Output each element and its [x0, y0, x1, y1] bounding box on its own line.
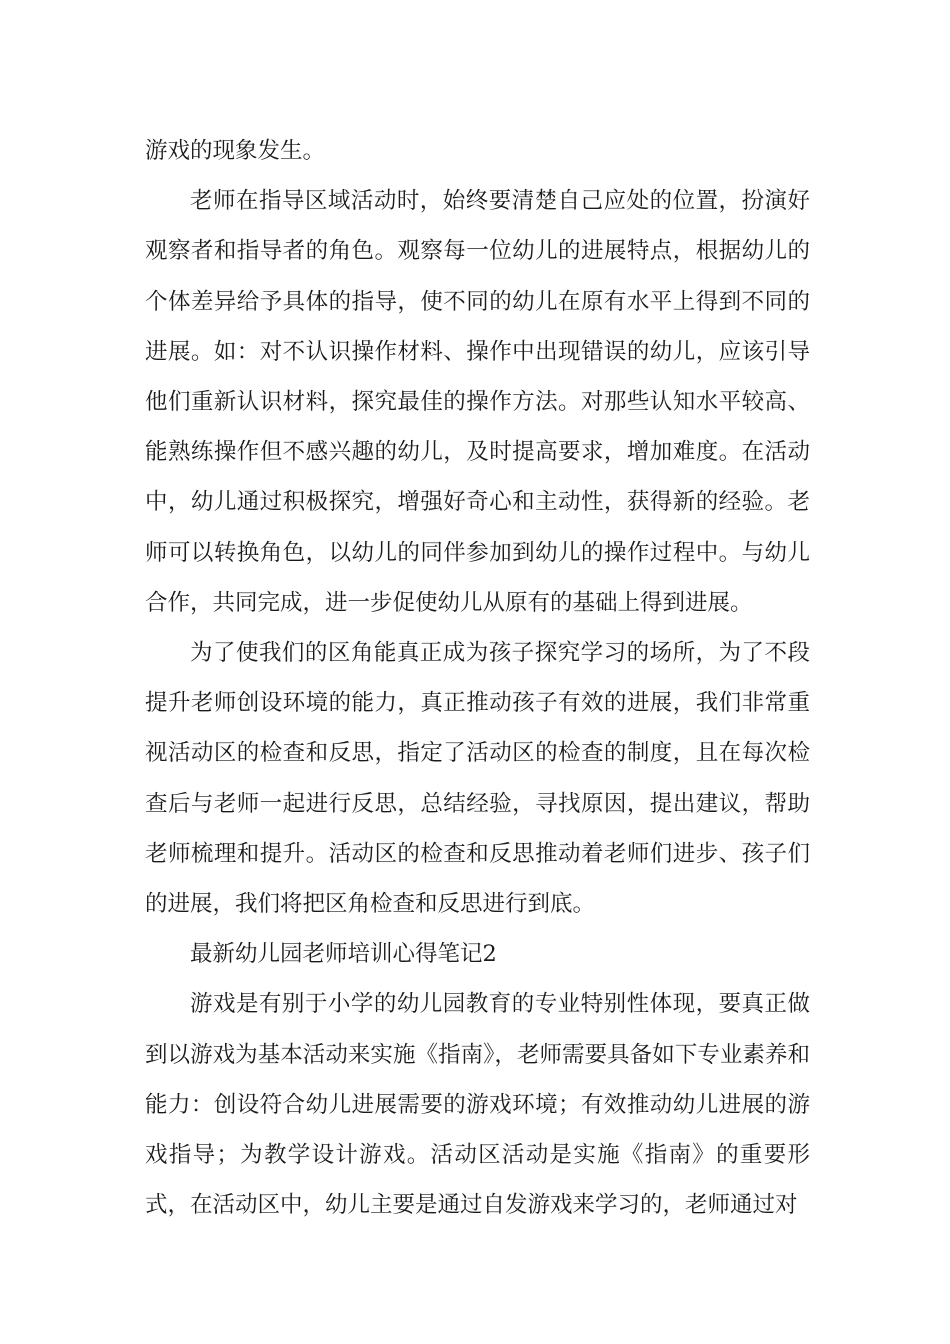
- section-heading: [145, 929, 810, 979]
- text-line: 视活动区的检查和反思，指定了活动区的检查的制度，且在每次检: [145, 740, 810, 767]
- text-line: 提升老师创设环境的能力，真正推动孩子有效的进展，我们非常重: [145, 690, 810, 717]
- text-line: 他们重新认识材料，探究最佳的操作方法。对那些认知水平较高、: [145, 389, 810, 416]
- text-line: 查后与老师一起进行反思，总结经验，寻找原因，提出建议，帮助: [145, 790, 810, 817]
- heading-text: 最新幼儿园老师培训心得笔记2: [190, 941, 497, 968]
- text-line: 进展。如：对不认识操作材料、操作中出现错误的幼儿，应该引导: [145, 338, 810, 365]
- text-line: 为了使我们的区角能真正成为孩子探究学习的场所，为了不段: [190, 640, 810, 667]
- paragraph-game-education: [145, 979, 810, 1230]
- text-line: 中，幼儿通过积极探究，增强好奇心和主动性，获得新的经验。老: [145, 489, 810, 516]
- text-line: 到以游戏为基本活动来实施《指南》，老师需要具备如下专业素养: [145, 1041, 788, 1068]
- text-line: 个体差异给予具体的指导，使不同的幼儿在原有水平上得到不同的: [145, 288, 810, 315]
- text-line: 游戏的现象发生。: [145, 138, 326, 164]
- text-line: 老师在指导区域活动时，始终要清楚自己应处的位置，扮演好: [190, 188, 810, 215]
- text-line: 能熟练操作但不感兴趣的幼儿，及时提高要求，增加难度。在活动: [145, 439, 810, 466]
- paragraph-teacher-guidance: [145, 176, 810, 628]
- text-line: 式，在活动区中，幼儿主要是通过自发游戏来学习的，老师通过对: [145, 1192, 798, 1219]
- text-line: 游戏指导；为教学设计游戏。活动区活动是实施《指南》的重要形: [145, 1091, 810, 1169]
- text-line: 游戏是有别于小学的幼儿园教育的专业特别性体现，要真正做: [190, 991, 810, 1018]
- text-line: 师可以转换角色，以幼儿的同伴参加到幼儿的操作过程中。与幼儿: [145, 539, 810, 566]
- text-line: 合作，共同完成，进一步促使幼儿从原有的基础上得到进展。: [145, 589, 753, 616]
- paragraph-area-inspection: [145, 628, 810, 929]
- paragraph-continuation: [145, 126, 810, 176]
- text-line: 的进展，我们将把区角检查和反思进行到底。: [145, 891, 596, 918]
- text-line: 和能力：创设符合幼儿进展需要的游戏环境；有效推动幼儿进展的: [145, 1041, 810, 1118]
- text-line: 老师梳理和提升。活动区的检查和反思推动着老师们进步、孩子们: [145, 840, 810, 867]
- document-body: [145, 126, 810, 1230]
- text-line: 观察者和指导者的角色。观察每一位幼儿的进展特点，根据幼儿的: [145, 238, 810, 265]
